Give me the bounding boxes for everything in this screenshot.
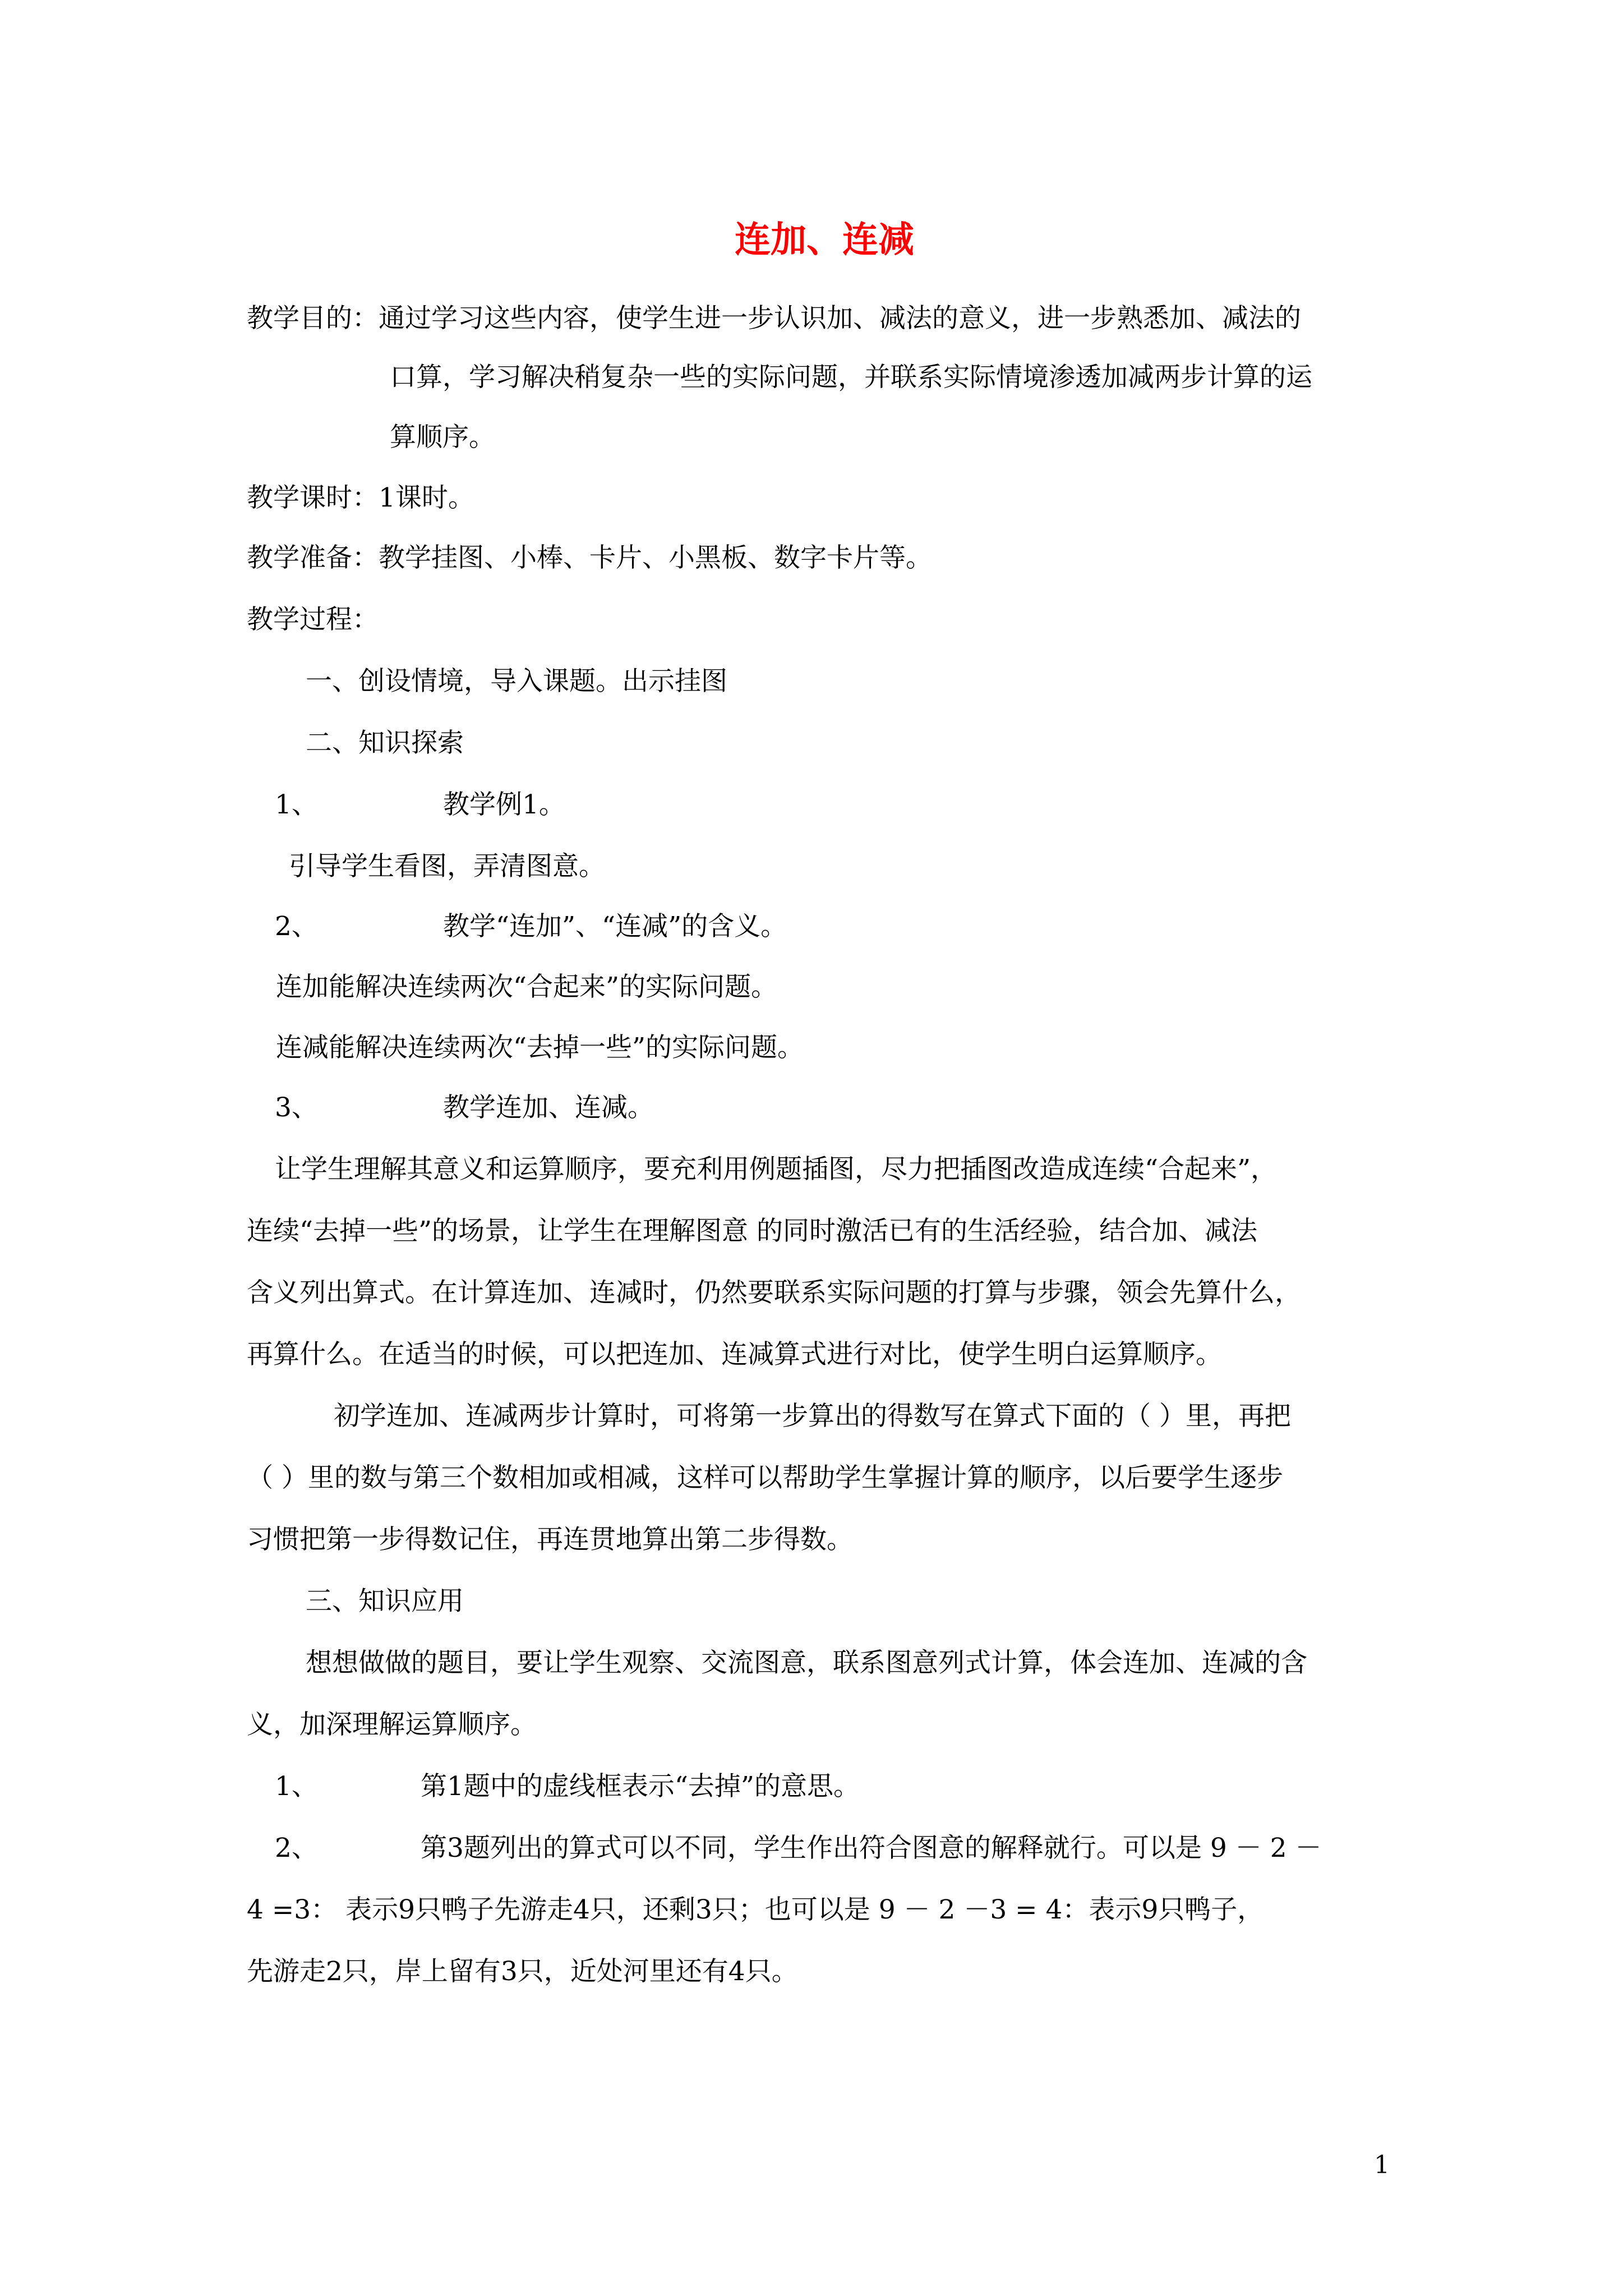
item-2 [275, 910, 787, 944]
item-app-2-line-3: 先游走2只，岸上留有3只，近处河里还有4只。 [247, 1956, 798, 1987]
item-3 [275, 1091, 654, 1125]
item-number: 2、 [275, 911, 318, 942]
para-1-line-3: 含义列出算式。在计算连加、连减时，仍然要联系实际问题的打算与步骤，领会先算什么， [247, 1277, 1301, 1308]
item-text: 教学“连加”、“连减”的含义。 [443, 911, 787, 942]
item-number: 3、 [275, 1092, 318, 1123]
item-2-note-2: 连减能解决连续两次“去掉一些”的实际问题。 [276, 1032, 804, 1063]
section-1-heading: 一、创设情境，导入课题。出示挂图 [306, 666, 727, 697]
page-number: 1 [1374, 2151, 1390, 2179]
section-2-heading: 二、知识探索 [306, 728, 464, 758]
para-3-line-2: 义，加深理解运算顺序。 [247, 1709, 537, 1740]
item-1-note: 引导学生看图，弄清图意。 [289, 851, 605, 882]
objective-line-3: 算顺序。 [390, 422, 495, 453]
para-2-line-1: 初学连加、连减两步计算时，可将第一步算出的得数写在算式下面的（ ）里，再把 [334, 1401, 1291, 1432]
item-2-note-1: 连加能解决连续两次“合起来”的实际问题。 [276, 972, 778, 1002]
item-app-2-line-2: 4 =3： 表示9只鸭子先游走4只，还剩3只；也可以是 9 － 2 －3 = 4：表示9只鸭子， [247, 1894, 1264, 1925]
section-3-heading: 三、知识应用 [306, 1586, 464, 1617]
para-1-line-4: 再算什么。在适当的时候，可以把连加、连减算式进行对比，使学生明白运算顺序。 [247, 1339, 1222, 1370]
para-3-line-1: 想想做做的题目，要让学生观察、交流图意，联系图意列式计算，体会连加、连减的含 [306, 1648, 1307, 1678]
objective-line-1: 教学目的：通过学习这些内容，使学生进一步认识加、减法的意义，进一步熟悉加、减法的 [247, 303, 1301, 334]
para-1-line-1: 让学生理解其意义和运算顺序，要充利用例题插图，尽力把插图改造成连续“合起来”， [275, 1154, 1278, 1185]
item-text: 教学连加、连减。 [443, 1092, 654, 1123]
item-app-1 [275, 1770, 860, 1803]
item-number: 1、 [275, 1771, 318, 1802]
item-text: 第3题列出的算式可以不同，学生作出符合图意的解释就行。可以是 9 － 2 － [421, 1833, 1322, 1864]
item-text: 第1题中的虚线框表示“去掉”的意思。 [421, 1771, 860, 1802]
item-number: 2、 [275, 1833, 318, 1864]
process-heading: 教学过程： [247, 604, 379, 635]
preparation: 教学准备：教学挂图、小棒、卡片、小黑板、数字卡片等。 [247, 542, 932, 573]
document-title: 连加、连减 [735, 219, 914, 261]
para-2-line-3: 习惯把第一步得数记住，再连贯地算出第二步得数。 [247, 1524, 853, 1555]
item-number: 1、 [275, 789, 318, 820]
item-text: 教学例1。 [443, 789, 565, 820]
lesson-hours: 教学课时：1课时。 [247, 482, 474, 513]
item-1 [275, 788, 565, 822]
item-app-2 [275, 1832, 1321, 1865]
para-1-line-2: 连续“去掉一些”的场景，让学生在理解图意 的同时激活已有的生活经验，结合加、减法 [247, 1216, 1257, 1246]
para-2-line-2: （ ）里的数与第三个数相加或相减，这样可以帮助学生掌握计算的顺序，以后要学生逐步 [247, 1462, 1283, 1493]
objective-line-2: 口算，学习解决稍复杂一些的实际问题，并联系实际情境渗透加减两步计算的运 [390, 362, 1312, 393]
